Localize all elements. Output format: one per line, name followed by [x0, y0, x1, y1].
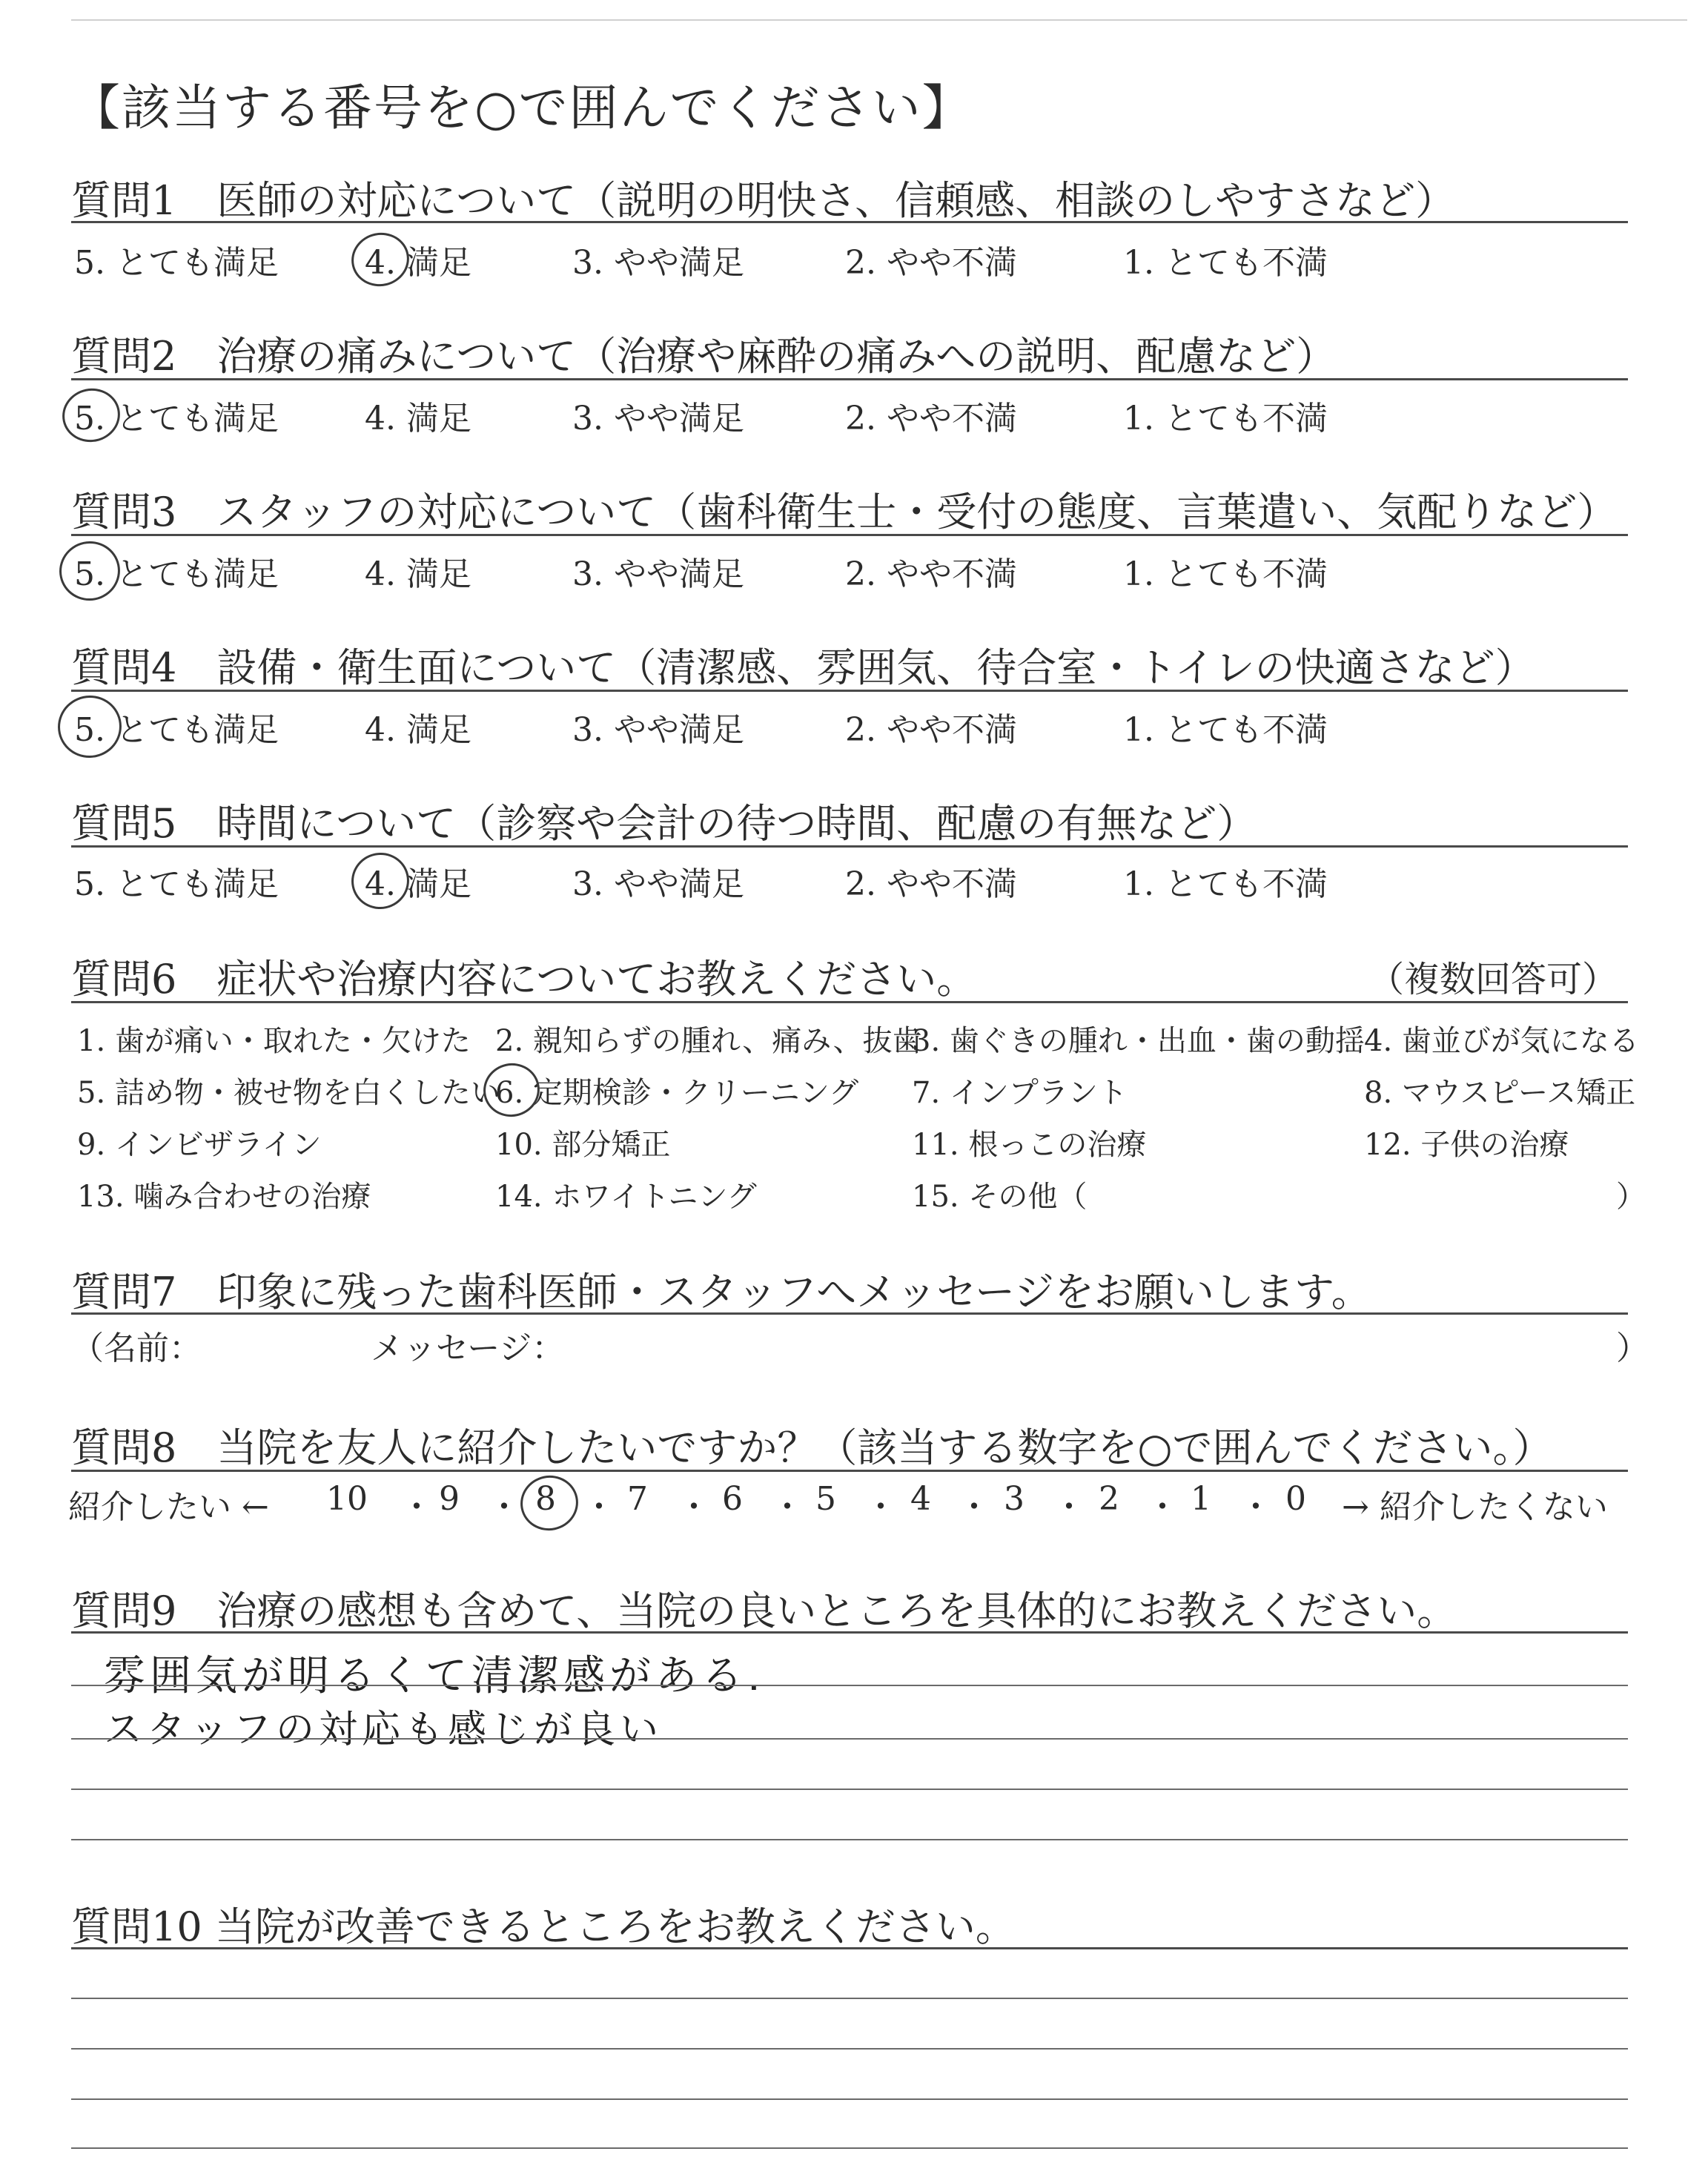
question-10-rule	[71, 1947, 1628, 1949]
question-10-title: 質問10 当院が改善できるところをお教えください。	[71, 1903, 1016, 1950]
q9-writing-line	[71, 1738, 1628, 1740]
question-7-title: 質問7 印象に残った歯科医師・スタッフへメッセージをお願いします。	[71, 1269, 1371, 1315]
q8-separator: ・	[958, 1488, 990, 1526]
q8-separator: ・	[864, 1488, 897, 1526]
q5-option-1[interactable]: 1. とても不満	[1123, 865, 1328, 903]
q6-option-1[interactable]: 1. 歯が痛い・取れた・欠けた	[77, 1024, 471, 1058]
q8-separator: ・	[771, 1488, 804, 1526]
q6-option-11[interactable]: 11. 根っこの治療	[912, 1128, 1147, 1162]
q6-option-10[interactable]: 10. 部分矯正	[495, 1128, 671, 1162]
q10-writing-line	[71, 2098, 1628, 2100]
question-4-title: 質問4 設備・衛生面について（清潔感、雰囲気、待合室・トイレの快適さなど）	[71, 644, 1535, 691]
q8-separator: ・	[400, 1488, 433, 1526]
question-9-rule	[71, 1631, 1628, 1634]
q8-separator: ・	[678, 1488, 710, 1526]
q5-option-2[interactable]: 2. やや不満	[845, 865, 1017, 903]
q8-number-2[interactable]: 2	[1099, 1480, 1119, 1518]
q6-option-12[interactable]: 12. 子供の治療	[1364, 1128, 1569, 1162]
q8-separator: ・	[583, 1488, 615, 1526]
question-6-note: （複数回答可）	[1368, 959, 1618, 1000]
question-3-rule	[71, 534, 1628, 536]
q4-answer-circle	[52, 690, 128, 764]
q6-option-15[interactable]: 15. その他（	[912, 1180, 1088, 1214]
q7-close-paren: ）	[1616, 1330, 1649, 1367]
question-4-rule	[71, 690, 1628, 692]
q1-option-5[interactable]: 5. とても満足	[74, 244, 279, 282]
question-1-rule	[71, 221, 1628, 223]
q9-writing-line	[71, 1839, 1628, 1840]
q2-option-2[interactable]: 2. やや不満	[845, 400, 1017, 437]
q6-option-14[interactable]: 14. ホワイトニング	[495, 1180, 757, 1214]
scan-top-edge	[71, 19, 1687, 21]
q8-separator: ・	[1053, 1488, 1085, 1526]
q2-option-5[interactable]: 5. とても満足	[74, 400, 279, 437]
q2-option-4[interactable]: 4. 満足	[365, 400, 471, 437]
question-2-rule	[71, 378, 1628, 380]
q6-option-13[interactable]: 13. 噛み合わせの治療	[77, 1180, 371, 1214]
q8-answer-circle	[515, 1470, 583, 1536]
q9-handwritten-answer-2: スタッフの対応も感じが良い	[104, 1708, 663, 1752]
q8-number-1[interactable]: 1	[1191, 1480, 1211, 1518]
q3-answer-circle	[54, 535, 126, 606]
q4-option-2[interactable]: 2. やや不満	[845, 711, 1017, 749]
q9-writing-line	[71, 1789, 1628, 1790]
q5-option-3[interactable]: 3. やや満足	[572, 865, 744, 903]
question-5-title: 質問5 時間について（診察や会計の待つ時間、配慮の有無など）	[71, 800, 1257, 847]
question-6-rule	[71, 1001, 1628, 1003]
q8-number-4[interactable]: 4	[910, 1480, 931, 1518]
q3-option-5[interactable]: 5. とても満足	[74, 555, 279, 593]
q8-separator: ・	[488, 1488, 520, 1526]
q9-handwritten-answer-1: 雰囲気が明るくて清潔感がある.	[104, 1652, 765, 1700]
q8-right-label: → 紹介したくない	[1342, 1488, 1608, 1526]
q3-option-2[interactable]: 2. やや不満	[845, 555, 1017, 593]
question-7-rule	[71, 1312, 1628, 1315]
question-8-rule	[71, 1470, 1628, 1472]
q1-option-4[interactable]: 4. 満足	[365, 244, 471, 282]
q8-number-6[interactable]: 6	[722, 1480, 743, 1518]
question-8-title: 質問8 当院を友人に紹介したいですか？（該当する数字を○で囲んでください。）	[71, 1424, 1553, 1471]
q8-number-10[interactable]: 10	[326, 1480, 368, 1518]
instruction-header: 【該当する番号を○で囲んでください】	[71, 79, 973, 136]
q7-message-label: メッセージ：	[371, 1330, 565, 1367]
q4-option-1[interactable]: 1. とても不満	[1123, 711, 1328, 749]
question-9-title: 質問9 治療の感想も含めて、当院の良いところを具体的にお教えください。	[71, 1588, 1457, 1634]
q8-number-8[interactable]: 8	[535, 1480, 556, 1518]
q8-number-3[interactable]: 3	[1004, 1480, 1025, 1518]
q3-option-3[interactable]: 3. やや満足	[572, 555, 744, 593]
q3-option-4[interactable]: 4. 満足	[365, 555, 471, 593]
q6-option-2[interactable]: 2. 親知らずの腫れ、痛み、抜歯	[495, 1024, 922, 1058]
q7-name-label: （名前：	[71, 1330, 202, 1367]
q6-option-7[interactable]: 7. インプラント	[912, 1076, 1128, 1110]
q6-other-close-paren: ）	[1616, 1180, 1646, 1214]
q8-number-9[interactable]: 9	[439, 1480, 460, 1518]
q1-option-3[interactable]: 3. やや満足	[572, 244, 744, 282]
q6-option-6[interactable]: 6. 定期検診・クリーニング	[495, 1076, 859, 1110]
q6-option-4[interactable]: 4. 歯並びが気になる	[1364, 1024, 1639, 1058]
question-1-title: 質問1 医師の対応について（説明の明快さ、信頼感、相談のしやすさなど）	[71, 177, 1456, 224]
q8-number-7[interactable]: 7	[627, 1480, 648, 1518]
q5-option-5[interactable]: 5. とても満足	[74, 865, 279, 903]
question-2-title: 質問2 治療の痛みについて（治療や麻酔の痛みへの説明、配慮など）	[71, 333, 1337, 380]
q8-separator: ・	[1146, 1488, 1179, 1526]
q2-option-3[interactable]: 3. やや満足	[572, 400, 744, 437]
q6-option-5[interactable]: 5. 詰め物・被せ物を白くしたい	[77, 1076, 500, 1110]
q4-option-4[interactable]: 4. 満足	[365, 711, 471, 749]
q6-option-8[interactable]: 8. マウスピース矯正	[1364, 1076, 1636, 1110]
q3-option-1[interactable]: 1. とても不満	[1123, 555, 1328, 593]
q8-separator: ・	[1239, 1488, 1272, 1526]
q4-option-3[interactable]: 3. やや満足	[572, 711, 744, 749]
question-5-rule	[71, 845, 1628, 848]
q5-option-4[interactable]: 4. 満足	[365, 865, 471, 903]
q8-number-5[interactable]: 5	[815, 1480, 836, 1518]
question-3-title: 質問3 スタッフの対応について（歯科衛生士・受付の態度、言葉遣い、気配りなど）	[71, 489, 1618, 535]
q8-left-label: 紹介したい ←	[68, 1488, 269, 1526]
q1-option-2[interactable]: 2. やや不満	[845, 244, 1017, 282]
q6-answer-circle	[478, 1058, 544, 1122]
q10-writing-line	[71, 2048, 1628, 2050]
q4-option-5[interactable]: 5. とても満足	[74, 711, 279, 749]
q6-option-9[interactable]: 9. インビザライン	[77, 1128, 322, 1162]
q2-option-1[interactable]: 1. とても不満	[1123, 400, 1328, 437]
q1-option-1[interactable]: 1. とても不満	[1123, 244, 1328, 282]
q9-writing-line	[71, 1685, 1628, 1686]
q6-option-3[interactable]: 3. 歯ぐきの腫れ・出血・歯の動揺	[912, 1024, 1365, 1058]
q10-writing-line	[71, 2147, 1628, 2149]
q8-number-0[interactable]: 0	[1285, 1480, 1306, 1518]
question-6-title: 質問6 症状や治療内容についてお教えください。	[71, 956, 977, 1003]
q10-writing-line	[71, 1998, 1628, 1999]
